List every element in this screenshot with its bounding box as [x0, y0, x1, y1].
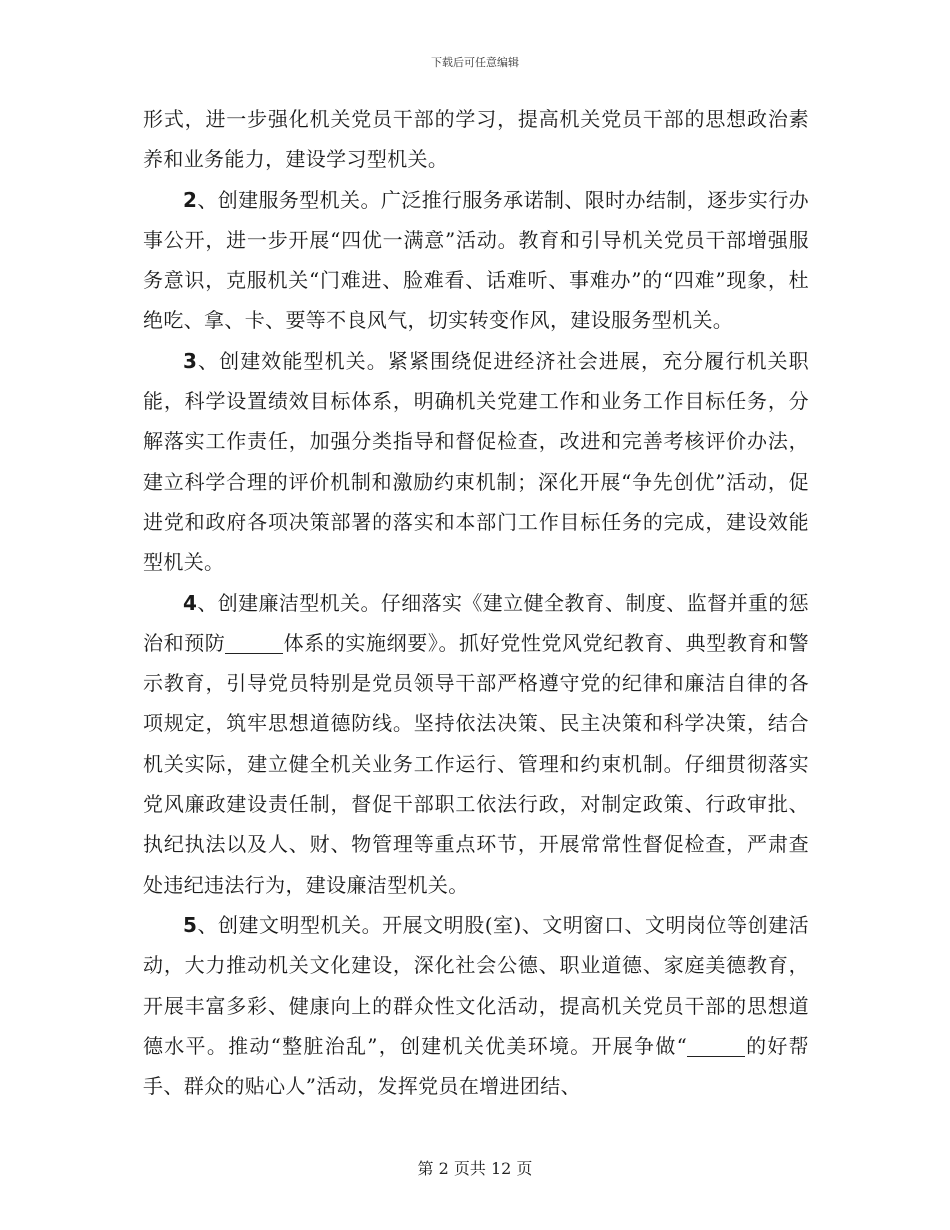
paragraph-number: 5 [183, 912, 198, 937]
blank-underline [225, 633, 283, 654]
blank-underline [687, 1036, 745, 1057]
paragraph-text: 、创建文明型机关。开展文明股(室)、文明窗口、文明岗位等创建活动，大力推动机关文化建设，深化社会公德、职业道德、家庭美德教育，开展丰富多彩、健康向上的群众性文化活动，提高机关党员干部的思想道德水平。推动“整脏治乱”，创建机关优美环境。开展争做“ [143, 912, 809, 1058]
page-header: 下载后可任意编辑 [431, 56, 519, 69]
paragraph-continued [143, 99, 809, 180]
paragraph-text: 、创建廉洁型机关。仔细落实《建立健全教育、制度、监督并重的惩治和预防 [143, 590, 809, 655]
paragraph-text: 、创建服务型机关。广泛推行服务承诺制、限时办结制，逐步实行办事公开，进一步开展“四优一满意”活动。教育和引导机关党员干部增强服务意识，克服机关“门难进、脸难看、话难听、事难办”的“四难”现象，杜绝吃、拿、卡、要等不良风气，切实转变作风，建设服务型机关。 [143, 187, 809, 333]
paragraph-integrity-organ [143, 583, 809, 905]
paragraph-efficiency-organ [143, 341, 809, 583]
document-body [143, 99, 809, 1106]
paragraph-civilized-organ [143, 905, 809, 1106]
paragraph-number: 3 [183, 348, 198, 373]
page-footer: 第 2 页共 12 页 [417, 1159, 533, 1178]
paragraph-text: 、创建效能型机关。紧紧围绕促进经济社会进展，充分履行机关职能，科学设置绩效目标体系，明确机关党建工作和业务工作目标任务，分解落实工作责任，加强分类指导和督促检查，改进和完善考核评价办法，建立科学合理的评价机制和激励约束机制；深化开展“争先创优”活动，促进党和政府各项决策部署的落实和本部门工作目标任务的完成，建设效能型机关。 [143, 348, 809, 575]
paragraph-service-organ [143, 180, 809, 341]
paragraph-text: 体系的实施纲要》。抓好党性党风党纪教育、典型教育和警示教育，引导党员特别是党员领导干部严格遵守党的纪律和廉洁自律的各项规定，筑牢思想道德防线。坚持依法决策、民主决策和科学决策，结合机关实际，建立健全机关业务工作运行、管理和约束机制。仔细贯彻落实党风廉政建设责任制，督促干部职工依法行政，对制定政策、行政审批、执纪执法以及人、财、物管理等重点环节，开展常常性督促检查，严肃查处违纪违法行为，建设廉洁型机关。 [143, 630, 809, 897]
paragraph-text: 形式，进一步强化机关党员干部的学习，提高机关党员干部的思想政治素养和业务能力，建设学习型机关。 [143, 107, 809, 172]
paragraph-text: 的好帮手、群众的贴心人”活动，发挥党员在增进团结、 [143, 1033, 809, 1099]
paragraph-number: 2 [183, 187, 198, 212]
paragraph-number: 4 [183, 590, 198, 615]
